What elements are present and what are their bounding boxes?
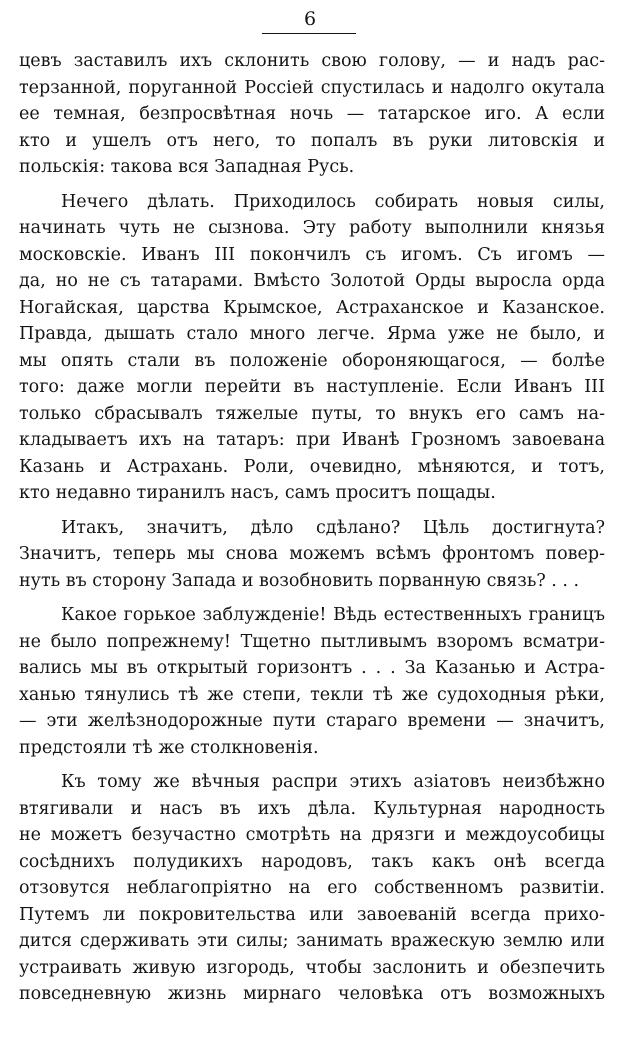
text-line: повседневную жизнь мирнаго человѣка отъ возможныхъ: [19, 984, 605, 1004]
text-line: да, но не съ татарами. Вмѣсто Золотой Орды выросла орда: [19, 271, 605, 291]
paragraph: [19, 189, 605, 507]
text-line: терзанной, поруганной Россіей спустилась и надолго окутала: [19, 77, 605, 98]
text-line: дится сдерживать эти силы; занимать вражескую землю или: [19, 931, 605, 951]
text-line: только сбрасывалъ тяжелые путы, то внукъ его самъ на-: [19, 403, 605, 424]
text-line: вались мы въ открытый горизонтъ . . . За Казанью и Астра-: [19, 658, 605, 678]
text-line: втягивали и насъ въ ихъ дѣла. Культурная народность: [19, 798, 605, 819]
text-line: того: даже могли перейти въ наступленіе. Если Иванъ III: [19, 377, 605, 397]
paragraph: [19, 48, 605, 181]
text-line: Къ тому же вѣчныя распри этихъ азіатовъ неизбѣжно: [61, 772, 605, 792]
text-line: Путемъ ли покровительства или завоеваній всегда прихо-: [19, 904, 605, 925]
paragraph: [19, 515, 605, 595]
text-line: не было попрежнему! Тщетно пытливымъ взоромъ всматри-: [19, 631, 605, 652]
text-line: нуть въ сторону Запада и возобновить порванную связь? . . .: [19, 570, 580, 591]
paragraph: [19, 602, 605, 761]
text-line: московскіе. Иванъ III покончилъ съ игомъ. Съ игомъ —: [19, 244, 605, 265]
text-line: кладываетъ ихъ на татаръ: при Иванѣ Грозномъ завоевана: [19, 430, 605, 450]
text-line: цевъ заставилъ ихъ склонить свою голову, — и надъ рас-: [19, 51, 605, 71]
header-rule: [262, 33, 356, 34]
text-line: Значитъ, теперь мы снова можемъ всѣмъ фронтомъ повер-: [19, 544, 605, 564]
text-line: начинать чуть не сызнова. Эту работу выполнили князья: [19, 218, 605, 238]
text-line: устраивать живую изгородь, чтобы заслонить и обезпечить: [19, 957, 605, 978]
text-line: кто недавно тиранилъ насъ, самъ проситъ пощады.: [19, 483, 496, 503]
text-line: сосѣднихъ полудикихъ народовъ, такъ какъ онѣ всегда: [19, 851, 605, 872]
text-line: польскія: такова вся Западная Русь.: [19, 157, 355, 177]
text-line: Нечего дѣлать. Приходилось собирать новыя силы,: [61, 191, 605, 212]
text-line: Правда, дышать стало много легче. Ярма уже не было, и: [19, 324, 605, 344]
text-line: Какое горькое заблужденіе! Вѣдь естественныхъ границъ: [61, 605, 605, 625]
body-text: [19, 48, 605, 1016]
text-line: предстояли тѣ же столкновенія.: [19, 737, 319, 758]
text-line: отзовутся неблагопріятно на его собственномъ развитіи.: [19, 878, 605, 898]
page-number: 6: [303, 8, 317, 30]
text-line: Казань и Астрахань. Роли, очевидно, мѣняются, и тотъ,: [19, 456, 605, 477]
text-line: ее темная, безпросвѣтная ночь — татарское иго. А если: [19, 104, 605, 124]
text-line: мы опять стали въ положеніе обороняющагося, — болѣе: [19, 350, 605, 371]
text-line: — эти желѣзнодорожные пути стараго времени — значитъ,: [19, 711, 605, 731]
paragraph: [19, 769, 605, 1008]
text-line: Итакъ, значитъ, дѣло сдѣлано? Цѣль достигнута?: [61, 517, 605, 538]
text-line: кто и ушелъ отъ него, то попалъ въ руки литовскія и: [19, 130, 605, 151]
text-line: Ногайская, царства Крымское, Астраханское и Казанское.: [19, 297, 605, 318]
text-line: не можетъ безучастно смотрѣть на дрязги и междоусобицы: [19, 825, 605, 845]
text-line: ханью тянулись тѣ же степи, текли тѣ же судоходныя рѣки,: [19, 684, 605, 705]
